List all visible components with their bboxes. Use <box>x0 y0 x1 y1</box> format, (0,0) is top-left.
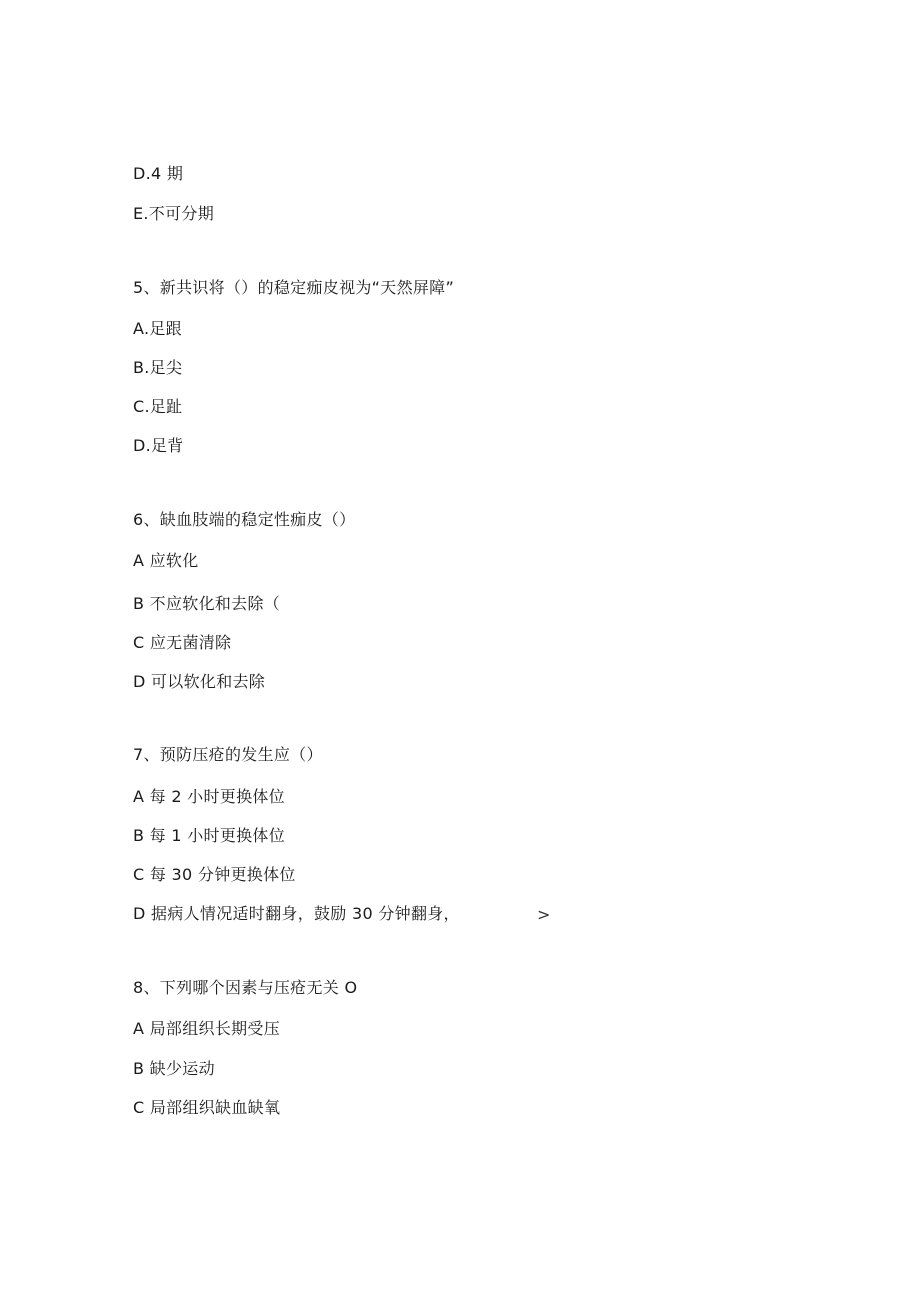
q8-stem: 8、下列哪个因素与压疮无关 O <box>133 978 358 997</box>
q6-option-a: A 应软化 <box>133 551 199 570</box>
q8-option-a: A 局部组织长期受压 <box>133 1019 281 1038</box>
q7-option-d: D 据病人情况适时翻身，鼓励 30 分钟翻身， <box>133 904 460 923</box>
q7-stem: 7、预防压疮的发生应（） <box>133 745 323 764</box>
q5-option-c: C.足趾 <box>133 397 183 416</box>
q5-option-d: D.足背 <box>133 436 184 455</box>
q6-option-c: C 应无菌清除 <box>133 633 232 652</box>
q7-stray-mark: > <box>537 905 551 924</box>
q4-option-d: D.4 期 <box>133 164 184 183</box>
q6-option-d: D 可以软化和去除 <box>133 672 266 691</box>
q7-option-c: C 每 30 分钟更换体位 <box>133 865 296 884</box>
q6-stem: 6、缺血肢端的稳定性痂皮（） <box>133 510 356 529</box>
q5-option-a: A.足跟 <box>133 319 182 338</box>
q5-stem: 5、新共识将（）的稳定痂皮视为“天然屏障” <box>133 278 455 297</box>
q6-option-b: B 不应软化和去除（ <box>133 594 281 613</box>
q8-option-b: B 缺少运动 <box>133 1059 215 1078</box>
q4-option-e: E.不可分期 <box>133 204 214 223</box>
q7-option-b: B 每 1 小时更换体位 <box>133 826 286 845</box>
q8-option-c: C 局部组织缺血缺氧 <box>133 1098 281 1117</box>
q5-option-b: B.足尖 <box>133 358 183 377</box>
q7-option-a: A 每 2 小时更换体位 <box>133 787 285 806</box>
